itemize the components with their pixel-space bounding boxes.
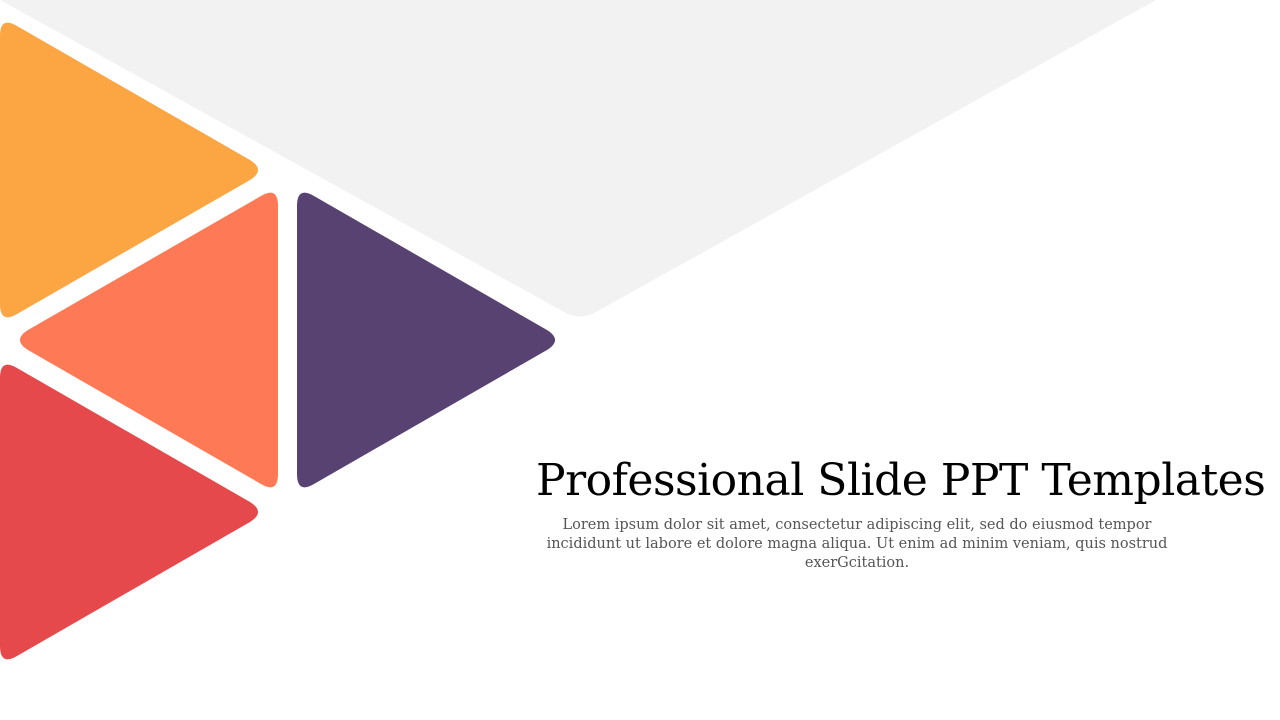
slide-title: Professional Slide PPT Templates bbox=[536, 455, 1266, 506]
slide-body-text: Lorem ipsum dolor sit amet, consectetur adipiscing elit, sed do eiusmod tempor incididunt ut labore et dolore magna aliqua. Ut enim ad minim veniam, quis nostrud exerGcitation. bbox=[546, 517, 1168, 571]
